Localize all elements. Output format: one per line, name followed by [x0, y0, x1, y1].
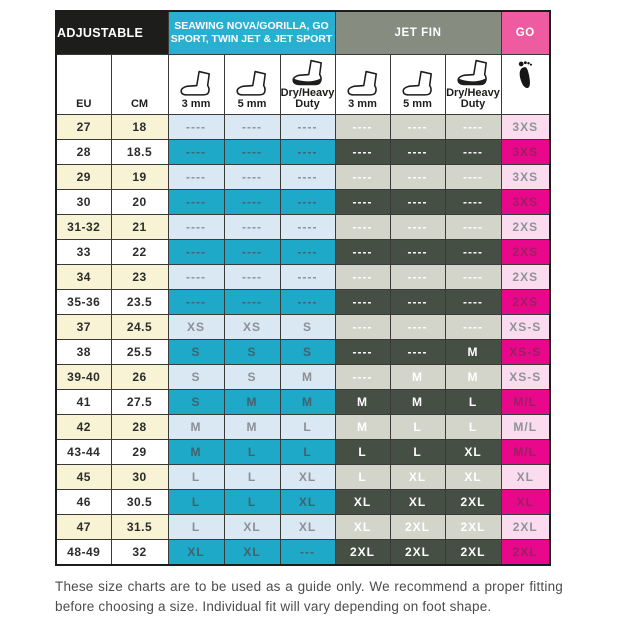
- seawing-3mm-cell: ----: [168, 240, 224, 265]
- jetfin-5mm-cell: ----: [390, 115, 445, 140]
- seawing-dry-cell: XL: [280, 490, 335, 515]
- seawing-3mm-cell: S: [168, 340, 224, 365]
- jetfin-3mm-cell: ----: [335, 315, 390, 340]
- cm-size-cell: 29: [111, 440, 168, 465]
- column-header-seawing-3mm: [168, 55, 224, 115]
- cm-size-cell: 24.5: [111, 315, 168, 340]
- column-header-go-foot: [501, 55, 550, 115]
- seawing-5mm-cell: L: [224, 440, 280, 465]
- jetfin-5mm-cell: ----: [390, 190, 445, 215]
- cm-size-cell: 23.5: [111, 290, 168, 315]
- seawing-3mm-cell: S: [168, 390, 224, 415]
- seawing-dry-cell: ----: [280, 115, 335, 140]
- seawing-dry-cell: XL: [280, 515, 335, 540]
- cm-size-cell: 31.5: [111, 515, 168, 540]
- seawing-5mm-cell: S: [224, 340, 280, 365]
- go-size-cell: 3XS: [501, 115, 550, 140]
- column-header-seawing-5mm: [224, 55, 280, 115]
- footprint-icon: [513, 59, 537, 91]
- cm-size-cell: 18: [111, 115, 168, 140]
- eu-size-cell: 38: [56, 340, 111, 365]
- seawing-5mm-cell: ----: [224, 115, 280, 140]
- jetfin-dry-cell: ----: [445, 140, 501, 165]
- boot-icon: [178, 70, 214, 98]
- column-header-jetfin-5mm: [390, 55, 445, 115]
- jetfin-dry-cell: ----: [445, 240, 501, 265]
- eu-size-cell: 30: [56, 190, 111, 215]
- seawing-dry-cell: ----: [280, 190, 335, 215]
- seawing-3mm-cell: L: [168, 490, 224, 515]
- size-row: [56, 540, 550, 566]
- seawing-5mm-cell: ----: [224, 140, 280, 165]
- cm-size-cell: 23: [111, 265, 168, 290]
- cm-size-cell: 25.5: [111, 340, 168, 365]
- size-chart-table: [55, 10, 551, 566]
- cm-size-cell: 19: [111, 165, 168, 190]
- seawing-3mm-cell: M: [168, 415, 224, 440]
- seawing-3mm-cell: L: [168, 515, 224, 540]
- boot-icon: [345, 70, 381, 98]
- seawing-3mm-cell: ----: [168, 290, 224, 315]
- jetfin-3mm-cell: M: [335, 390, 390, 415]
- jetfin-dry-cell: ----: [445, 115, 501, 140]
- seawing-3mm-cell: ----: [168, 115, 224, 140]
- eu-size-cell: 37: [56, 315, 111, 340]
- jetfin-3mm-cell: M: [335, 415, 390, 440]
- jetfin-dry-label: Dry/Heavy Duty: [446, 86, 500, 111]
- eu-size-cell: 31-32: [56, 215, 111, 240]
- go-size-cell: XS-S: [501, 365, 550, 390]
- size-row: [56, 240, 550, 265]
- jetfin-dry-cell: ----: [445, 190, 501, 215]
- jetfin-3mm-cell: ----: [335, 240, 390, 265]
- seawing-3mm-cell: ----: [168, 140, 224, 165]
- jetfin-5mm-cell: ----: [390, 240, 445, 265]
- go-size-cell: 3XS: [501, 165, 550, 190]
- go-size-cell: M/L: [501, 440, 550, 465]
- boot-icon: [234, 70, 270, 98]
- seawing-5mm-cell: ----: [224, 190, 280, 215]
- go-size-cell: 2XL: [501, 540, 550, 566]
- jetfin-3mm-cell: L: [335, 440, 390, 465]
- seawing-dry-cell: ----: [280, 240, 335, 265]
- go-size-cell: 3XS: [501, 190, 550, 215]
- jetfin-5mm-cell: L: [390, 415, 445, 440]
- jetfin-3mm-cell: ----: [335, 340, 390, 365]
- jetfin-dry-cell: ----: [445, 265, 501, 290]
- eu-size-cell: 39-40: [56, 365, 111, 390]
- disclaimer-note: These size charts are to be used as a guide only. We recommend a proper fitting before choosing a size. Individual fit will vary depending on foot shape.: [55, 579, 563, 615]
- go-size-cell: 2XL: [501, 515, 550, 540]
- eu-size-cell: 27: [56, 115, 111, 140]
- jetfin-dry-cell: L: [445, 390, 501, 415]
- seawing-dry-cell: ----: [280, 215, 335, 240]
- size-row: [56, 140, 550, 165]
- seawing-5mm-cell: XL: [224, 515, 280, 540]
- seawing-dry-cell: ---: [280, 540, 335, 566]
- size-row: [56, 365, 550, 390]
- jetfin-5mm-cell: ----: [390, 315, 445, 340]
- seawing-3mm-cell: M: [168, 440, 224, 465]
- column-header-jetfin-3mm: [335, 55, 390, 115]
- jetfin-5mm-cell: XL: [390, 465, 445, 490]
- seawing-dry-cell: L: [280, 440, 335, 465]
- group-header-row: [56, 11, 550, 55]
- size-row: [56, 115, 550, 140]
- size-row: [56, 215, 550, 240]
- jetfin-5mm-cell: 2XL: [390, 515, 445, 540]
- seawing-5mm-cell: ----: [224, 290, 280, 315]
- jetfin-3mm-cell: ----: [335, 165, 390, 190]
- jetfin-dry-cell: ----: [445, 165, 501, 190]
- jetfin-3mm-cell: 2XL: [335, 540, 390, 566]
- jetfin-3mm-cell: ----: [335, 365, 390, 390]
- seawing-dry-cell: S: [280, 315, 335, 340]
- cm-size-cell: 18.5: [111, 140, 168, 165]
- size-row: [56, 340, 550, 365]
- cm-size-cell: 26: [111, 365, 168, 390]
- go-size-cell: XL: [501, 490, 550, 515]
- boot-icon: [400, 70, 436, 98]
- seawing-3mm-label: 3 mm: [181, 98, 211, 111]
- size-row: [56, 515, 550, 540]
- seawing-5mm-label: 5 mm: [237, 98, 267, 111]
- seawing-3mm-cell: ----: [168, 265, 224, 290]
- jetfin-5mm-cell: ----: [390, 165, 445, 190]
- jetfin-dry-cell: XL: [445, 465, 501, 490]
- seawing-dry-cell: S: [280, 340, 335, 365]
- seawing-dry-cell: ----: [280, 290, 335, 315]
- jetfin-dry-cell: ----: [445, 290, 501, 315]
- seawing-dry-cell: ----: [280, 140, 335, 165]
- jetfin-3mm-cell: ----: [335, 140, 390, 165]
- size-row: [56, 465, 550, 490]
- seawing-dry-cell: XL: [280, 465, 335, 490]
- jetfin-5mm-cell: ----: [390, 340, 445, 365]
- seawing-dry-cell: L: [280, 415, 335, 440]
- jetfin-3mm-cell: XL: [335, 515, 390, 540]
- eu-column-label: EU: [76, 98, 92, 111]
- cm-size-cell: 30.5: [111, 490, 168, 515]
- jetfin-5mm-cell: ----: [390, 290, 445, 315]
- jetfin-3mm-cell: ----: [335, 215, 390, 240]
- jetfin-5mm-label: 5 mm: [403, 98, 432, 111]
- seawing-dry-cell: M: [280, 365, 335, 390]
- eu-size-cell: 47: [56, 515, 111, 540]
- go-size-cell: 2XS: [501, 290, 550, 315]
- column-header-jetfin-dry: [445, 55, 501, 115]
- seawing-5mm-cell: XS: [224, 315, 280, 340]
- jetfin-3mm-cell: ----: [335, 290, 390, 315]
- size-row: [56, 415, 550, 440]
- jetfin-5mm-cell: M: [390, 390, 445, 415]
- go-size-cell: 2XS: [501, 240, 550, 265]
- seawing-3mm-cell: ----: [168, 190, 224, 215]
- cm-size-cell: 32: [111, 540, 168, 566]
- go-size-cell: 3XS: [501, 140, 550, 165]
- seawing-5mm-cell: M: [224, 390, 280, 415]
- cm-size-cell: 28: [111, 415, 168, 440]
- jetfin-dry-cell: 2XL: [445, 540, 501, 566]
- size-row: [56, 165, 550, 190]
- seawing-dry-cell: M: [280, 390, 335, 415]
- jetfin-dry-cell: M: [445, 340, 501, 365]
- eu-size-cell: 41: [56, 390, 111, 415]
- size-row: [56, 190, 550, 215]
- cm-size-cell: 30: [111, 465, 168, 490]
- size-chart-body: [56, 115, 550, 566]
- go-size-cell: M/L: [501, 415, 550, 440]
- go-size-cell: 2XS: [501, 265, 550, 290]
- size-row: [56, 490, 550, 515]
- seawing-3mm-cell: XL: [168, 540, 224, 566]
- seawing-5mm-cell: M: [224, 415, 280, 440]
- seawing-5mm-cell: S: [224, 365, 280, 390]
- jetfin-dry-cell: ----: [445, 215, 501, 240]
- jetfin-5mm-cell: ----: [390, 215, 445, 240]
- size-row: [56, 390, 550, 415]
- jetfin-dry-cell: M: [445, 365, 501, 390]
- eu-size-cell: 34: [56, 265, 111, 290]
- seawing-3mm-cell: XS: [168, 315, 224, 340]
- column-header-row: [56, 55, 550, 115]
- seawing-dry-cell: ----: [280, 265, 335, 290]
- column-header-seawing-dry: [280, 55, 335, 115]
- jetfin-5mm-cell: 2XL: [390, 540, 445, 566]
- eu-size-cell: 42: [56, 415, 111, 440]
- seawing-3mm-cell: ----: [168, 215, 224, 240]
- jetfin-5mm-cell: ----: [390, 140, 445, 165]
- jetfin-5mm-cell: ----: [390, 265, 445, 290]
- column-header-eu: [56, 55, 111, 115]
- go-size-cell: XS-S: [501, 315, 550, 340]
- cm-size-cell: 20: [111, 190, 168, 215]
- go-size-cell: XL: [501, 465, 550, 490]
- eu-size-cell: 35-36: [56, 290, 111, 315]
- go-size-cell: 2XS: [501, 215, 550, 240]
- seawing-dry-label: Dry/Heavy Duty: [280, 86, 335, 111]
- boot-dry-sole-icon: [455, 59, 491, 87]
- jetfin-dry-cell: 2XL: [445, 515, 501, 540]
- jetfin-3mm-cell: ----: [335, 115, 390, 140]
- cm-size-cell: 21: [111, 215, 168, 240]
- seawing-3mm-cell: ----: [168, 165, 224, 190]
- jetfin-5mm-cell: L: [390, 440, 445, 465]
- jetfin-3mm-cell: L: [335, 465, 390, 490]
- column-header-cm: [111, 55, 168, 115]
- seawing-3mm-cell: L: [168, 465, 224, 490]
- size-row: [56, 290, 550, 315]
- size-row: [56, 440, 550, 465]
- seawing-3mm-cell: S: [168, 365, 224, 390]
- seawing-dry-cell: ----: [280, 165, 335, 190]
- seawing-5mm-cell: L: [224, 490, 280, 515]
- jetfin-dry-cell: XL: [445, 440, 501, 465]
- jetfin-3mm-label: 3 mm: [348, 98, 377, 111]
- seawing-5mm-cell: ----: [224, 240, 280, 265]
- size-row: [56, 265, 550, 290]
- cm-size-cell: 27.5: [111, 390, 168, 415]
- seawing-5mm-cell: XL: [224, 540, 280, 566]
- jetfin-dry-cell: 2XL: [445, 490, 501, 515]
- go-size-cell: M/L: [501, 390, 550, 415]
- group-header-jetfin: JET FIN: [335, 11, 501, 55]
- jetfin-5mm-cell: XL: [390, 490, 445, 515]
- jetfin-dry-cell: ----: [445, 315, 501, 340]
- group-header-go: GO: [501, 11, 550, 55]
- seawing-5mm-cell: L: [224, 465, 280, 490]
- seawing-5mm-cell: ----: [224, 165, 280, 190]
- jetfin-dry-cell: L: [445, 415, 501, 440]
- eu-size-cell: 45: [56, 465, 111, 490]
- seawing-5mm-cell: ----: [224, 215, 280, 240]
- jetfin-5mm-cell: M: [390, 365, 445, 390]
- eu-size-cell: 48-49: [56, 540, 111, 566]
- jetfin-3mm-cell: ----: [335, 265, 390, 290]
- group-header-seawing: SEAWING NOVA/GORILLA, GO SPORT, TWIN JET & JET SPORT: [168, 11, 335, 55]
- go-size-cell: XS-S: [501, 340, 550, 365]
- size-row: [56, 315, 550, 340]
- seawing-5mm-cell: ----: [224, 265, 280, 290]
- eu-size-cell: 29: [56, 165, 111, 190]
- cm-size-cell: 22: [111, 240, 168, 265]
- eu-size-cell: 43-44: [56, 440, 111, 465]
- eu-size-cell: 28: [56, 140, 111, 165]
- eu-size-cell: 33: [56, 240, 111, 265]
- jetfin-3mm-cell: ----: [335, 190, 390, 215]
- boot-dry-sole-icon: [290, 59, 326, 87]
- jetfin-3mm-cell: XL: [335, 490, 390, 515]
- cm-column-label: CM: [130, 98, 149, 111]
- group-header-adjustable: ADJUSTABLE: [56, 11, 168, 55]
- eu-size-cell: 46: [56, 490, 111, 515]
